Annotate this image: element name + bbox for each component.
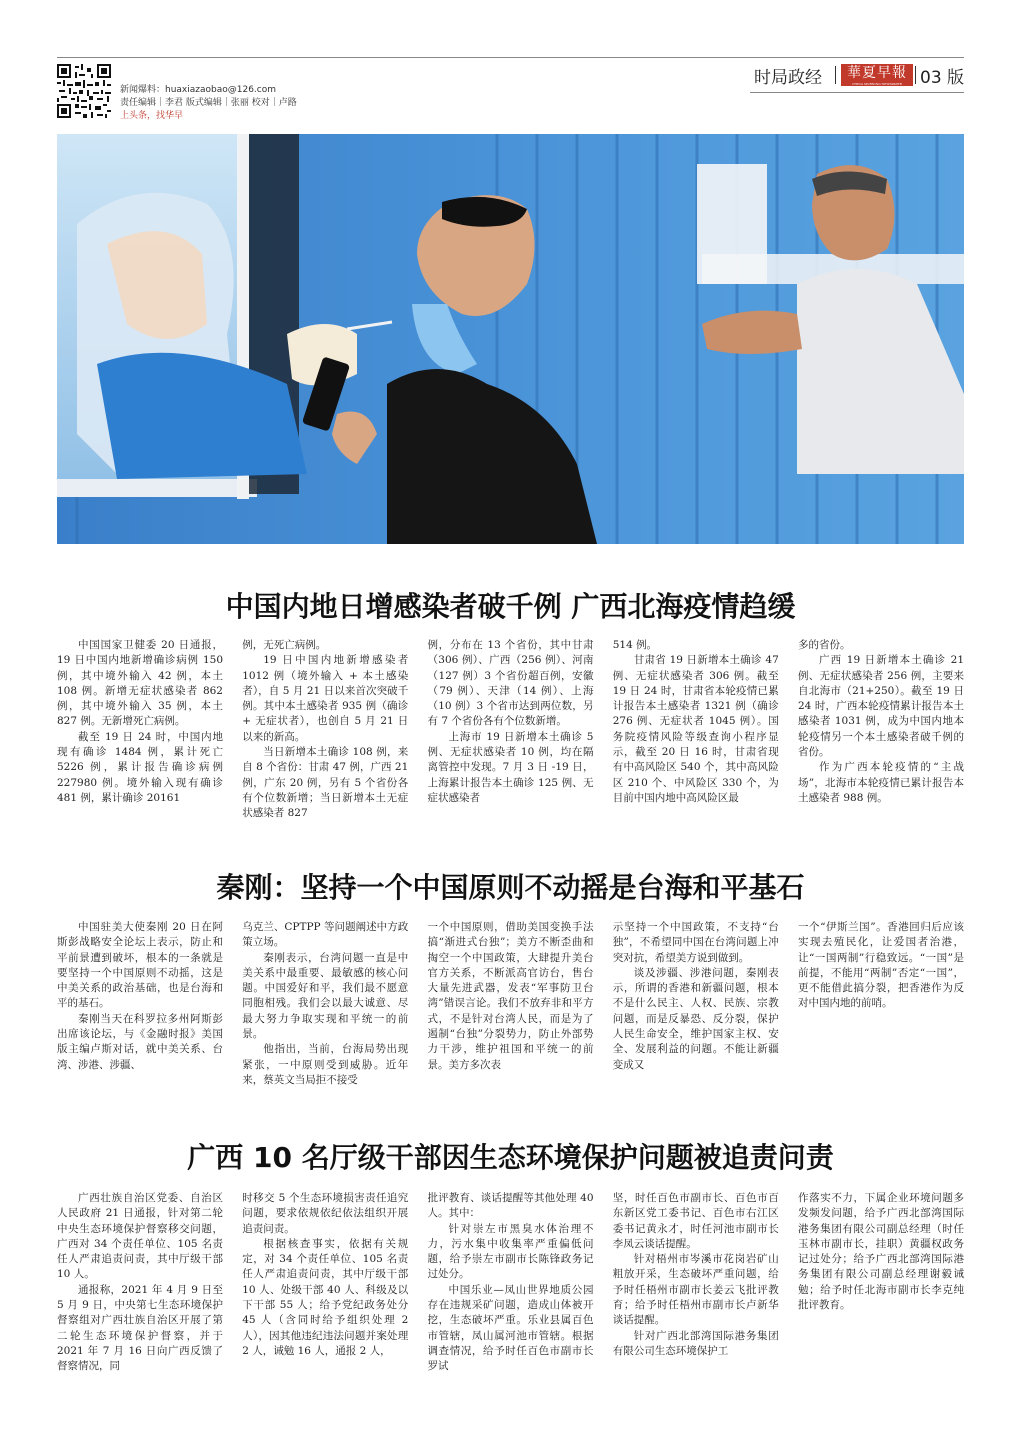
article-column (613, 1191, 779, 1375)
paragraph: 当日新增本土确诊 108 例，来自 8 个省份：甘肃 47 例，广西 21 例，广东 20 例，另有 5 个省份各有个位数新增；当日新增本土无症状感染者 827 (242, 746, 409, 820)
paragraph: 针对崇左市黑臭水体治理不力，污水集中收集率严重偏低问题，给予崇左市副市长陈锋政务记过处分。 (427, 1222, 594, 1281)
article-body (57, 638, 964, 822)
paragraph: 例，分布在 13 个省份，其中甘肃（306 例）、广西（256 例）、河南（127 例）3 个省份超百例，安徽（79 例）、天津（14 例）、上海（10 例）3 个省市达到两位数，另有 7 个省份各有个位数新增。 (427, 639, 594, 728)
paragraph: 他指出，当前，台海局势出现紧张，一中原则受到威胁。近年来，蔡英文当局拒不接受 (242, 1043, 409, 1086)
paragraph: 甘肃省 19 日新增本土确诊 47 例、无症状感染者 306 例。截至 19 日 24 时，甘肃省本轮疫情已累计报告本土感染者 1321 例（确诊 276 例、无症状者 1045 例）。国务院疫情风险等级查询小程序显示，截至 20 日 16 时，甘肃省现有中高风险区 540 个，其中高风险区 210 个、中风险区 330 个，为目前中国内地中高风险区最 (612, 654, 779, 804)
slogan-line: 上头条，找华早 (120, 111, 184, 121)
editors-line: 责任编辑｜李君 版式编辑｜张丽 校对｜卢路 (120, 98, 297, 108)
article-headline: 广西 10 名厅级干部因生态环境保护问题被追责问责 (187, 1141, 834, 1174)
paragraph: 中国乐业—凤山世界地质公园存在违规采矿问题，造成山体被开挖，生态破坏严重。乐业县属百色市管辖，凤山属河池市管辖。根据调查情况，给予时任百色市副市长罗试 (427, 1283, 594, 1373)
article-column (428, 1191, 594, 1375)
paragraph: 根据核查事实，依据有关规定，对 34 个责任单位、105 名责任人严肃追责问责，其中厅级干部 10 人、处级干部 40 人、科级及以下干部 55 人；给予党纪政务处分 45 人（含同时给予组织处理 2 人），因其他违纪违法问题并案处理 2 人，诫勉 16 人，通报 2 人， (242, 1237, 409, 1357)
article-headline: 中国内地日增感染者破千例 广西北海疫情趋缓 (225, 590, 796, 623)
paragraph: 通报称，2021 年 4 月 9 日至 5 月 9 日，中央第七生态环境保护督察组对广西壮族自治区开展了第二轮生态环境保护督察，并于 2021 年 7 月 16 日向广西反馈了督察情况，同 (57, 1283, 223, 1373)
paragraph: 作为广西本轮疫情的“主战场”，北海市本轮疫情已累计报告本土感染者 988 例。 (798, 761, 964, 804)
paragraph: 示坚持一个中国政策，不支持“台独”，不希望同中国在台湾问题上冲突对抗，希望美方说到做到。 (612, 921, 779, 964)
article-column (57, 1191, 223, 1375)
paragraph: 谈及涉疆、涉港问题，秦刚表示，所谓的香港和新疆问题，根本不是什么民主、人权、民族、宗教问题，而是反暴恐、反分裂，保护人民生命安全，维护国家主权、安全、发展利益的问题。不能让新疆变成又 (612, 966, 779, 1071)
news-photo (57, 134, 964, 544)
paragraph: 秦刚表示，台湾问题一直是中美关系中最重要、最敏感的核心问题。中国爱好和平，我们最不愿意同胞相残。我们会以最大诚意、尽最大努力争取实现和平统一的前景。 (242, 951, 409, 1041)
paragraph: 针对梧州市岑溪市花岗岩矿山粗放开采，生态破坏严重问题，给予时任梧州市副市长姜云飞批评教育；给予时任梧州市副市长卢新华谈话提醒。 (612, 1253, 779, 1327)
paragraph: 一个中国原则，借助美国变换手法搞“渐进式台独”；美方不断歪曲和掏空一个中国政策，大肆提升美台官方关系，不断派高官访台，售台大量先进武器，发表“军事防卫台湾”错误言论。我们不放弃非和平方式，不是针对台湾人民，而是为了遏制“台独”分裂势力，防止外部势力干涉，维护祖国和平统一的前景。美方多次表 (427, 921, 594, 1071)
article-column (798, 638, 964, 822)
article-column (242, 920, 408, 1088)
paragraph: 中国驻美大使秦刚 20 日在阿斯彭战略安全论坛上表示，防止和平前景遭到破坏，根本的一条就是要坚持一个中国原则不动摇，这是中美关系的政治基础，也是台海和平的基石。 (57, 921, 223, 1010)
header-top-rule (57, 57, 964, 58)
article-body (57, 1191, 964, 1375)
section-name: 时局政经 (754, 68, 822, 88)
article-headline: 秦刚：坚持一个中国原则不动摇是台海和平基石 (216, 871, 805, 904)
article-column (798, 1191, 964, 1375)
paragraph: 广西壮族自治区党委、自治区人民政府 21 日通报，针对第二轮中央生态环境保护督察移交问题，广西对 34 个责任单位、105 名责任人严肃追责问责，其中厅级干部 10 人。 (57, 1192, 223, 1281)
article-column (242, 638, 408, 822)
paragraph: 批评教育、谈话提醒等其他处理 40 人。其中： (427, 1192, 594, 1220)
header-divider (835, 66, 836, 84)
paragraph: 广西 19 日新增本土确诊 21 例、无症状感染者 256 例，主要来自北海市（21+250）。截至 19 日 24 时，广西本轮疫情累计报告本土感染者 1031 例，成为中国内地本轮疫情另一个本土感染者破千例的省份。 (798, 654, 964, 759)
paragraph: 坚，时任百色市副市长、百色市百东新区党工委书记、百色市右江区委书记黄永才，时任河池市副市长李凤云谈话提醒。 (612, 1192, 779, 1250)
contact-line: 新闻爆料：huaxiazaobao@126.com (120, 85, 277, 95)
paragraph: 时移交 5 个生态环境损害责任追究问题，要求依规依纪依法组织开展追责问责。 (242, 1192, 409, 1235)
paragraph: 一个“伊斯兰国”。香港回归后应该实现去殖民化，让爱国者治港，让“一国两制”行稳致远。“一国”是前提，不能用“两制”否定“一国”，更不能借此搞分裂，把香港作为反对中国内地的前哨。 (798, 921, 964, 1010)
paragraph: 514 例。 (612, 639, 658, 651)
paragraph: 针对广西北部湾国际港务集团有限公司生态环境保护工 (612, 1329, 779, 1357)
paragraph: 作落实不力，下属企业环境问题多发频发问题，给予广西北部湾国际港务集团有限公司副总经理（时任玉林市副市长，挂职）黄疆权政务记过处分；给予广西北部湾国际港务集团有限公司副总经理谢毅诫勉；给予时任北海市副市长李克纯批评教育。 (798, 1192, 964, 1312)
qr-code-icon (57, 64, 111, 118)
paragraph: 截至 19 日 24 时，中国内地现有确诊 1484 例，累计死亡 5226 例，累计报告确诊病例 227980 例。境外输入现有确诊 481 例，累计确诊 20161 (57, 730, 223, 804)
newspaper-logo (841, 64, 913, 86)
header-divider (915, 66, 916, 84)
paragraph: 多的省份。 (798, 639, 851, 651)
logo-subtext: CHINA MORNING NEWSPAPER (852, 82, 902, 86)
paragraph: 乌克兰、CPTPP 等问题阐述中方政策立场。 (242, 921, 409, 949)
article-column (613, 638, 779, 822)
article-column (57, 638, 223, 822)
article-column (242, 1191, 408, 1375)
paragraph: 秦刚当天在科罗拉多州阿斯彭出席该论坛，与《金融时报》美国版主编卢斯对话，就中美关系、台湾、涉港、涉疆、 (57, 1012, 223, 1071)
article-column (613, 920, 779, 1088)
header-bottom-rule (750, 92, 964, 93)
page-number: 03 版 (920, 68, 965, 88)
article-body (57, 920, 964, 1088)
paragraph: 中国国家卫健委 20 日通报，19 日中国内地新增确诊病例 150 例，其中境外输入 42 例，本土 108 例。新增无症状感染者 862 例，其中境外输入 35 例，本土 827 例。无新增死亡病例。 (57, 639, 223, 728)
paragraph: 例，无死亡病例。 (242, 639, 327, 651)
paragraph: 上海市 19 日新增本土确诊 5 例、无症状感染者 10 例，均在隔离管控中发现。7 月 3 日 -19 日，上海累计报告本土确诊 125 例、无症状感染者 (427, 730, 594, 804)
article-column (57, 920, 223, 1088)
article-column (428, 920, 594, 1088)
article-column (798, 920, 964, 1088)
paragraph: 19 日中国内地新增感染者 1012 例（境外输入 + 本土感染者），自 5 月 21 日以来首次突破千例。其中本土感染者 935 例（确诊 + 无症状者），也创自 5 月 21 日以来的新高。 (242, 654, 409, 743)
logo-text: 華夏早報 (847, 65, 907, 81)
article-column (428, 638, 594, 822)
